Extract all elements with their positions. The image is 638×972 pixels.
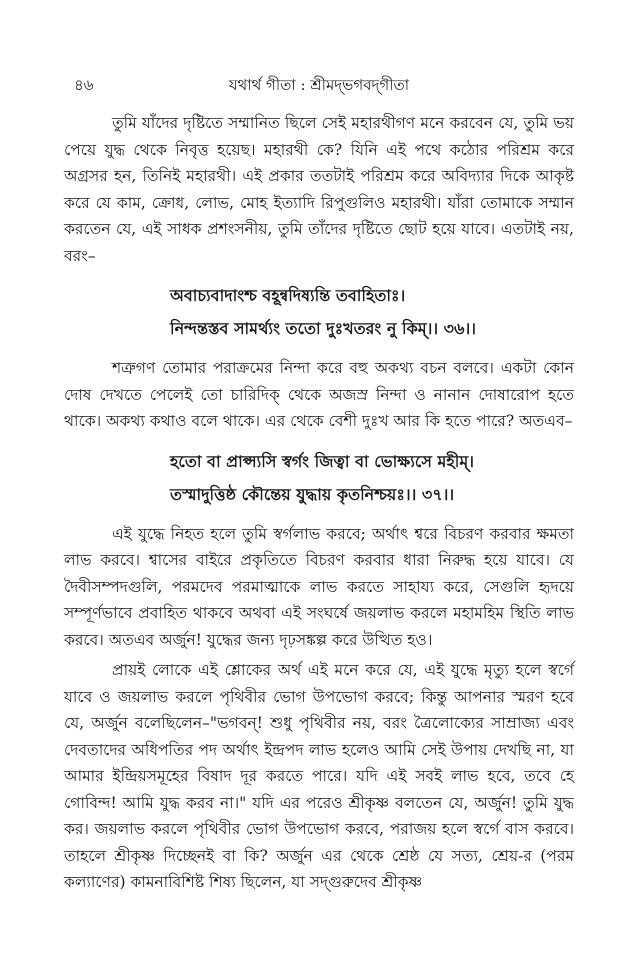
page-number: ৪৬: [74, 76, 94, 94]
book-page: [64, 72, 574, 896]
verse-36: [64, 279, 574, 345]
verse-37-line-2: তস্মাদুত্তিষ্ঠ কৌন্তেয় যুদ্ধায় কৃতনিশ্চয়ঃ।। ৩৭।।: [170, 484, 455, 504]
paragraph-4: প্রায়ই লোকে এই শ্লোকের অর্থ এই মনে করে যে, এই যুদ্ধে মৃত্যু হলে স্বর্গে যাবে ও জয়লাভ করলে পৃথিবীর ভোগ উপভোগ করবে; কিন্তু আপনার স্মরণ হবে যে, অর্জুন বলেছিলেন–"ভগবন্‌! শুধু পৃথিবীর নয়, বরং ত্রৈলোক্যের সাম্রাজ্য এবং দেবতাদের অধিপতির পদ অর্থাৎ ইন্দ্রপদ লাভ হলেও আমি সেই উপায় দেখছি না, যা আমার ইন্দ্রিয়সমূহের বিষাদ দূর করতে পারে। যদি এই সবই লাভ হবে, তবে হে গোবিন্দ! আমি যুদ্ধ করব না।" যদি এর পরেও শ্রীকৃষ্ণ বলতেন যে, অর্জুন! তুমি যুদ্ধ কর। জয়লাভ করলে পৃথিবীর ভোগ উপভোগ করবে, পরাজয় হলে স্বর্গে বাস করবে। তাহলে শ্রীকৃষ্ণ দিচ্ছেনই বা কি? অর্জুন এর থেকে শ্রেষ্ঠ যে সত্য, শ্রেয়-র (পরম কল্যাণের) কামনাবিশিষ্ট শিষ্য ছিলেন, যা সদ্‌গুরুদেব শ্রীকৃষ্ণ: [64, 661, 574, 891]
running-head: যথার্থ গীতা : শ্রীমদ্‌ভগবদ্‌গীতা: [228, 76, 410, 94]
verse-37: [64, 445, 574, 511]
verse-37-line-1: হতো বা প্রাপ্স্যসি স্বর্গং জিত্বা বা ভোক্ষ্যসে মহীম্‌।: [170, 451, 474, 471]
paragraph-1: তুমি যাঁদের দৃষ্টিতে সম্মানিত ছিলে সেই মহারথীগণ মনে করবেন যে, তুমি ভয় পেয়ে যুদ্ধ থেকে নিবৃত্ত হয়েছ। মহারথী কে? যিনি এই পথে কঠোর পরিশ্রম করে অগ্রসর হন, তিনিই মহারথী। এই প্রকার ততটাই পরিশ্রম করে অবিদ্যার দিকে আকৃষ্ট করে যে কাম, ক্রোধ, লোভ, মোহ ইত্যাদি রিপুগুলিও মহারথী। যাঁরা তোমাকে সম্মান করতেন যে, এই সাধক প্রশংসনীয়, তুমি তাঁদের দৃষ্টিতে ছোট হয়ে যাবে। এতটাই নয়, বরং–: [64, 114, 574, 265]
page-header: [64, 72, 574, 98]
paragraph-2: শত্রুগণ তোমার পরাক্রমের নিন্দা করে বহু অকথ্য বচন বলবে। একটা কোন দোষ দেখতে পেলেই তো চারিদিক্‌ থেকে অজস্র নিন্দা ও নানান দোষারোপ হতে থাকে। অকথ্য কথাও বলে থাকে। এর থেকে বেশী দুঃখ আর কি হতে পারে? অতএব–: [64, 359, 574, 430]
verse-36-line-1: অবাচ্যবাদাংশ্চ বহূন্বদিষ্যন্তি তবাহিতাঃ।: [170, 286, 406, 305]
paragraph-3: এই যুদ্ধে নিহত হলে তুমি স্বর্গলাভ করবে; অর্থাৎ শ্বরে বিচরণ করবার ক্ষমতা লাভ করবে। শ্বাসের বাইরে প্রকৃতিতে বিচরণ করবার ধারা নিরুদ্ধ হয়ে যাবে। যে দৈবীসম্পদগুলি, পরমদেব পরমাত্মাকে লাভ করতে সাহায্য করে, সেগুলি হৃদয়ে সম্পূর্ণভাবে প্রবাহিত থাকবে অথবা এই সংঘর্ষে জয়লাভ করলে মহামহিম স্থিতি লাভ করবে। অতএব অর্জুন! যুদ্ধের জন্য দৃঢ়সঙ্কল্প করে উত্থিত হও।: [64, 524, 574, 649]
verse-36-line-2: নিন্দন্তস্তব সামর্থ্যং ততো দুঃখতরং নু কিম্‌।। ৩৬।।: [170, 319, 476, 338]
